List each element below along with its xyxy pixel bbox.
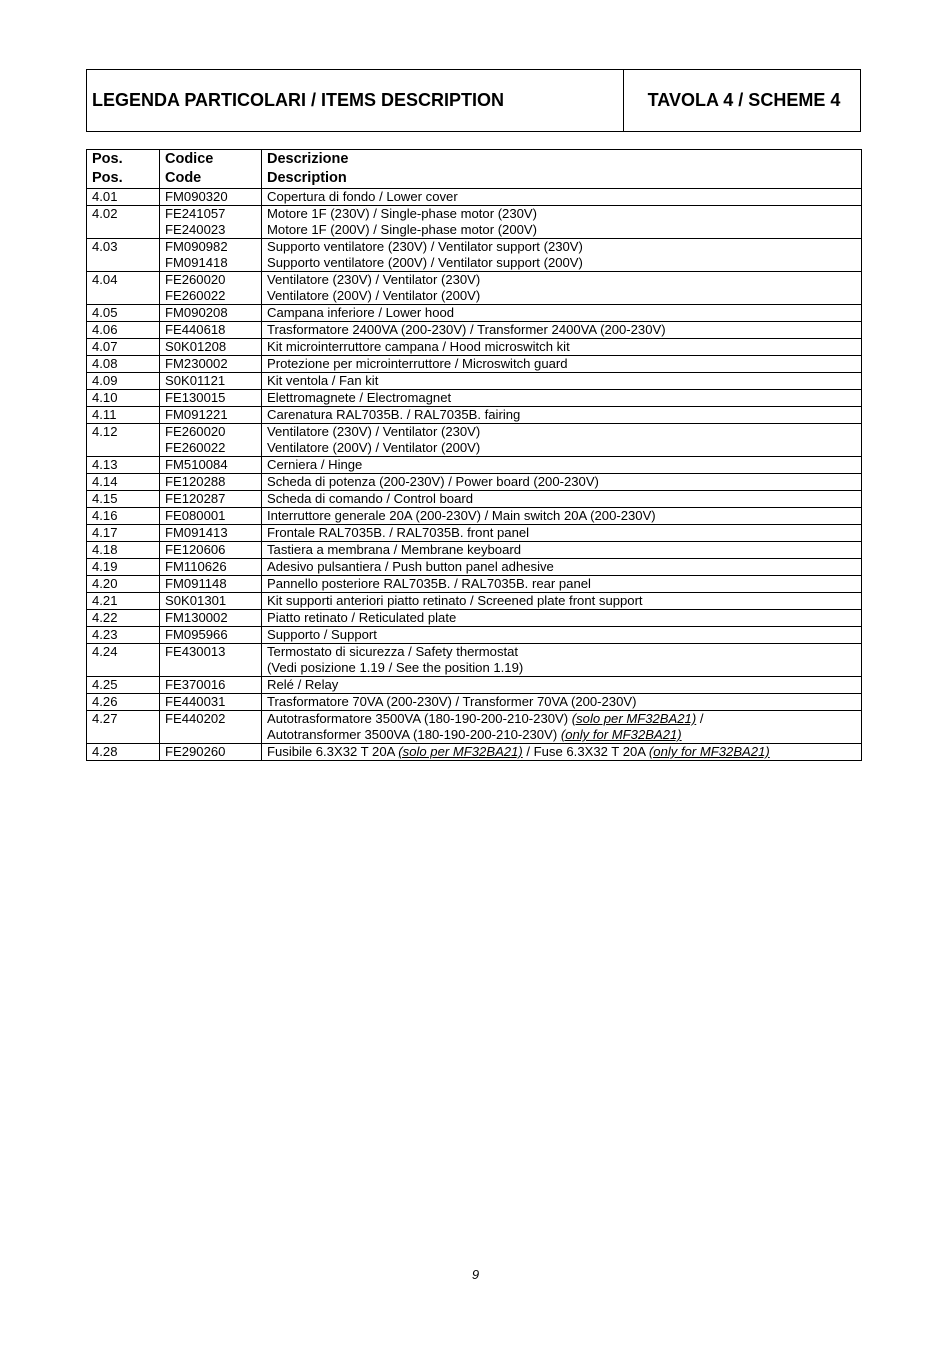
row-position: 4.19 xyxy=(87,559,160,576)
row-position: 4.09 xyxy=(87,373,160,390)
row-description-line xyxy=(267,677,856,693)
description-text: Adesivo pulsantiera / Push button panel adhesive xyxy=(267,559,554,574)
description-text: Termostato di sicurezza / Safety thermostat xyxy=(267,644,519,659)
row-position: 4.23 xyxy=(87,627,160,644)
row-position: 4.15 xyxy=(87,491,160,508)
row-code-cell xyxy=(160,711,262,744)
row-position: 4.13 xyxy=(87,457,160,474)
table-row xyxy=(87,356,862,373)
row-description-line xyxy=(267,339,856,355)
row-description-line xyxy=(267,457,856,473)
row-description-cell xyxy=(262,189,862,206)
table-row xyxy=(87,424,862,457)
row-code: FE120287 xyxy=(165,491,226,506)
row-description-line xyxy=(267,356,856,372)
row-description-line xyxy=(267,440,856,456)
row-position: 4.22 xyxy=(87,610,160,627)
table-row xyxy=(87,542,862,559)
row-description-line xyxy=(267,407,856,423)
header-pos-it: Pos. xyxy=(92,151,123,167)
row-code-cell xyxy=(160,593,262,610)
row-code: S0K01121 xyxy=(165,373,226,388)
row-code-cell xyxy=(160,508,262,525)
description-text: Carenatura RAL7035B. / RAL7035B. fairing xyxy=(267,407,521,422)
row-code: FM091413 xyxy=(165,525,228,540)
row-description-line xyxy=(267,390,856,406)
row-description-cell xyxy=(262,356,862,373)
row-description-cell xyxy=(262,610,862,627)
row-description-cell xyxy=(262,239,862,272)
description-text: / xyxy=(696,711,704,726)
row-position: 4.10 xyxy=(87,390,160,407)
description-text: Ventilatore (200V) / Ventilator (200V) xyxy=(267,440,481,455)
table-row xyxy=(87,677,862,694)
row-code: FE290260 xyxy=(165,744,226,759)
row-code-cell xyxy=(160,694,262,711)
row-description-line xyxy=(267,189,856,205)
row-description-line xyxy=(267,711,856,727)
table-row xyxy=(87,525,862,542)
table-row xyxy=(87,339,862,356)
document-title: LEGENDA PARTICOLARI / ITEMS DESCRIPTION xyxy=(87,70,624,131)
table-row xyxy=(87,474,862,491)
row-description-cell xyxy=(262,424,862,457)
row-position: 4.18 xyxy=(87,542,160,559)
row-code: FE260020 xyxy=(165,272,226,287)
model-note: (solo per MF32BA21) xyxy=(398,744,523,759)
row-description-cell xyxy=(262,525,862,542)
row-description-cell xyxy=(262,474,862,491)
header-desc-it: Descrizione xyxy=(267,151,349,167)
row-description-line xyxy=(267,627,856,643)
description-text: Elettromagnete / Electromagnet xyxy=(267,390,452,405)
row-code: FM095966 xyxy=(165,627,228,642)
row-description-line xyxy=(267,694,856,710)
row-description-line xyxy=(267,610,856,626)
row-code: FE260022 xyxy=(165,440,226,455)
row-code-cell xyxy=(160,322,262,339)
header-code-it: Codice xyxy=(165,151,214,167)
row-code-cell xyxy=(160,373,262,390)
description-text: / Fuse 6.3X32 T 20A xyxy=(522,744,649,759)
row-code: FE240023 xyxy=(165,222,226,237)
row-code: FE370016 xyxy=(165,677,226,692)
row-position: 4.05 xyxy=(87,305,160,322)
row-code: FM090208 xyxy=(165,305,228,320)
description-text: Scheda di comando / Control board xyxy=(267,491,473,506)
row-description-line xyxy=(267,255,856,271)
row-code-cell xyxy=(160,542,262,559)
row-description-line xyxy=(267,474,856,490)
row-description-cell xyxy=(262,491,862,508)
row-code: FE430013 xyxy=(165,644,226,659)
row-code-cell xyxy=(160,206,262,239)
model-note: (only for MF32BA21) xyxy=(560,727,682,742)
row-code: FM091418 xyxy=(165,255,228,270)
table-row xyxy=(87,390,862,407)
row-description-line xyxy=(267,644,856,660)
row-code-cell xyxy=(160,474,262,491)
row-description-cell xyxy=(262,559,862,576)
row-code-cell xyxy=(160,305,262,322)
row-position: 4.04 xyxy=(87,272,160,305)
row-position: 4.12 xyxy=(87,424,160,457)
row-code: FE120606 xyxy=(165,542,226,557)
row-description-cell xyxy=(262,373,862,390)
model-note: (only for MF32BA21) xyxy=(648,744,770,759)
description-text: (Vedi posizione 1.19 / See the position 1.19) xyxy=(267,660,524,675)
description-text: Autotrasformatore 3500VA (180-190-200-210-230V) xyxy=(267,711,572,726)
description-text: Ventilatore (230V) / Ventilator (230V) xyxy=(267,424,481,439)
description-text: Kit supporti anteriori piatto retinato / Screened plate front support xyxy=(267,593,643,608)
row-code: FE241057 xyxy=(165,206,226,221)
header-code-en: Code xyxy=(165,170,202,186)
table-row xyxy=(87,610,862,627)
row-description-cell xyxy=(262,508,862,525)
row-position: 4.20 xyxy=(87,576,160,593)
header-code xyxy=(160,150,262,189)
header-desc-en: Description xyxy=(267,170,347,186)
description-text: Ventilatore (200V) / Ventilator (200V) xyxy=(267,288,481,303)
row-code-cell xyxy=(160,339,262,356)
row-description-line xyxy=(267,322,856,338)
header-pos-en: Pos. xyxy=(92,170,123,186)
row-description-cell xyxy=(262,542,862,559)
row-description-cell xyxy=(262,390,862,407)
table-row xyxy=(87,576,862,593)
table-row xyxy=(87,322,862,339)
row-code: FM230002 xyxy=(165,356,228,371)
row-description-cell xyxy=(262,457,862,474)
row-code-cell xyxy=(160,272,262,305)
description-text: Supporto ventilatore (200V) / Ventilator support (200V) xyxy=(267,255,583,270)
header-description xyxy=(262,150,862,189)
row-position: 4.16 xyxy=(87,508,160,525)
row-description-line xyxy=(267,373,856,389)
row-description-cell xyxy=(262,627,862,644)
table-row xyxy=(87,189,862,206)
items-table-body xyxy=(87,189,862,761)
description-text: Motore 1F (200V) / Single-phase motor (200V) xyxy=(267,222,538,237)
row-code: FM091221 xyxy=(165,407,228,422)
row-description-line xyxy=(267,272,856,288)
row-code-cell xyxy=(160,627,262,644)
row-description-cell xyxy=(262,339,862,356)
row-position: 4.07 xyxy=(87,339,160,356)
row-code: FE080001 xyxy=(165,508,226,523)
table-row xyxy=(87,457,862,474)
row-description-line xyxy=(267,660,856,676)
description-text: Supporto / Support xyxy=(267,627,377,642)
row-code-cell xyxy=(160,610,262,627)
row-description-cell xyxy=(262,711,862,744)
row-code: S0K01208 xyxy=(165,339,227,354)
description-text: Cerniera / Hinge xyxy=(267,457,363,472)
row-code-cell xyxy=(160,525,262,542)
row-code-cell xyxy=(160,189,262,206)
table-row xyxy=(87,491,862,508)
row-description-line xyxy=(267,542,856,558)
row-code: FE130015 xyxy=(165,390,226,405)
description-text: Relé / Relay xyxy=(267,677,339,692)
description-text: Trasformatore 2400VA (200-230V) / Transformer 2400VA (200-230V) xyxy=(267,322,666,337)
row-code-cell xyxy=(160,390,262,407)
table-row xyxy=(87,711,862,744)
row-code-cell xyxy=(160,744,262,761)
description-text: Piatto retinato / Reticulated plate xyxy=(267,610,457,625)
row-code: FM090982 xyxy=(165,239,228,254)
description-text: Ventilatore (230V) / Ventilator (230V) xyxy=(267,272,481,287)
row-position: 4.27 xyxy=(87,711,160,744)
row-position: 4.26 xyxy=(87,694,160,711)
row-code: S0K01301 xyxy=(165,593,227,608)
row-position: 4.25 xyxy=(87,677,160,694)
row-code-cell xyxy=(160,559,262,576)
row-code: FE440031 xyxy=(165,694,226,709)
row-code-cell xyxy=(160,576,262,593)
description-text: Interruttore generale 20A (200-230V) / Main switch 20A (200-230V) xyxy=(267,508,656,523)
row-code-cell xyxy=(160,677,262,694)
table-row xyxy=(87,644,862,677)
row-code: FM510084 xyxy=(165,457,228,472)
model-note: (solo per MF32BA21) xyxy=(571,711,697,726)
row-description-line xyxy=(267,593,856,609)
table-row xyxy=(87,206,862,239)
row-position: 4.28 xyxy=(87,744,160,761)
row-description-line xyxy=(267,559,856,575)
description-text: Campana inferiore / Lower hood xyxy=(267,305,455,320)
row-code: FE440618 xyxy=(165,322,226,337)
row-code: FM130002 xyxy=(165,610,228,625)
description-text: Fusibile 6.3X32 T 20A xyxy=(267,744,399,759)
row-position: 4.21 xyxy=(87,593,160,610)
row-description-cell xyxy=(262,305,862,322)
table-row xyxy=(87,508,862,525)
row-description-cell xyxy=(262,206,862,239)
table-row xyxy=(87,305,862,322)
row-description-line xyxy=(267,239,856,255)
row-code: FE260022 xyxy=(165,288,226,303)
row-code-cell xyxy=(160,239,262,272)
row-description-line xyxy=(267,525,856,541)
description-text: Copertura di fondo / Lower cover xyxy=(267,189,458,204)
row-code-cell xyxy=(160,491,262,508)
row-description-line xyxy=(267,288,856,304)
row-code: FM090320 xyxy=(165,189,228,204)
description-text: Protezione per microinterruttore / Microswitch guard xyxy=(267,356,568,371)
items-table xyxy=(86,149,862,761)
row-position: 4.24 xyxy=(87,644,160,677)
row-position: 4.17 xyxy=(87,525,160,542)
table-header-row xyxy=(87,150,862,189)
description-text: Scheda di potenza (200-230V) / Power board (200-230V) xyxy=(267,474,599,489)
row-position: 4.14 xyxy=(87,474,160,491)
table-row xyxy=(87,559,862,576)
row-description-cell xyxy=(262,322,862,339)
row-position: 4.03 xyxy=(87,239,160,272)
row-code-cell xyxy=(160,407,262,424)
row-description-line xyxy=(267,508,856,524)
table-row xyxy=(87,239,862,272)
row-description-cell xyxy=(262,272,862,305)
row-description-cell xyxy=(262,593,862,610)
table-row xyxy=(87,627,862,644)
description-text: Tastiera a membrana / Membrane keyboard xyxy=(267,542,521,557)
header-box xyxy=(86,69,861,132)
header-pos xyxy=(87,150,160,189)
row-description-line xyxy=(267,727,856,743)
description-text: Frontale RAL7035B. / RAL7035B. front panel xyxy=(267,525,530,540)
row-description-line xyxy=(267,744,856,760)
page-number: 9 xyxy=(471,1267,480,1282)
description-text: Kit ventola / Fan kit xyxy=(267,373,379,388)
row-description-line xyxy=(267,491,856,507)
table-row xyxy=(87,593,862,610)
description-text: Motore 1F (230V) / Single-phase motor (230V) xyxy=(267,206,538,221)
table-row xyxy=(87,744,862,761)
row-description-cell xyxy=(262,744,862,761)
table-row xyxy=(87,272,862,305)
scheme-label: TAVOLA 4 / SCHEME 4 xyxy=(647,90,841,110)
row-description-line xyxy=(267,576,856,592)
row-description-cell xyxy=(262,644,862,677)
row-description-cell xyxy=(262,576,862,593)
row-description-line xyxy=(267,424,856,440)
row-position: 4.06 xyxy=(87,322,160,339)
row-description-cell xyxy=(262,694,862,711)
description-text: Trasformatore 70VA (200-230V) / Transformer 70VA (200-230V) xyxy=(267,694,637,709)
description-text: Kit microinterruttore campana / Hood microswitch kit xyxy=(267,339,570,354)
table-row xyxy=(87,407,862,424)
row-code-cell xyxy=(160,356,262,373)
row-code: FE260020 xyxy=(165,424,226,439)
table-row xyxy=(87,373,862,390)
row-description-line xyxy=(267,305,856,321)
description-text: Pannello posteriore RAL7035B. / RAL7035B. rear panel xyxy=(267,576,591,591)
row-code-cell xyxy=(160,644,262,677)
row-position: 4.08 xyxy=(87,356,160,373)
row-position: 4.01 xyxy=(87,189,160,206)
row-position: 4.11 xyxy=(87,407,160,424)
row-description-cell xyxy=(262,407,862,424)
row-code-cell xyxy=(160,424,262,457)
row-code-cell xyxy=(160,457,262,474)
row-code: FM110626 xyxy=(165,559,227,574)
row-description-cell xyxy=(262,677,862,694)
row-description-line xyxy=(267,222,856,238)
description-text: Supporto ventilatore (230V) / Ventilator support (230V) xyxy=(267,239,583,254)
description-text: Autotransformer 3500VA (180-190-200-210-230V) xyxy=(267,727,561,742)
row-position: 4.02 xyxy=(87,206,160,239)
row-code: FE440202 xyxy=(165,711,226,726)
row-code: FM091148 xyxy=(165,576,227,591)
table-row xyxy=(87,694,862,711)
row-code: FE120288 xyxy=(165,474,226,489)
row-description-line xyxy=(267,206,856,222)
